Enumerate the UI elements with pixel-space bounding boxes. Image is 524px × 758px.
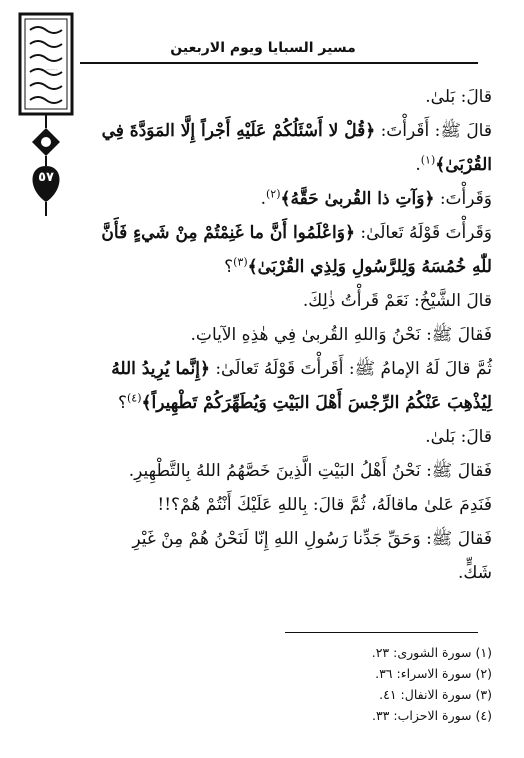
text-line: فَقالَ ﷺ: نَحْنُ أَهْلُ البَيْتِ الَّذِينَ خَصَّهُمُ اللهُ بِالتَّطْهِيرِ.	[128, 461, 492, 481]
ornament-icon	[16, 10, 76, 220]
text-span: قالَ ﷺ: أَقَرأْتَ:	[375, 121, 492, 141]
page-header-title: مسير السبايا ويوم الاربعين	[170, 40, 356, 56]
footnote-ref: (٤)	[127, 391, 142, 405]
ornament-calligraphy: في رحاب الحسين والعباس	[46, 70, 58, 71]
footnote-rule	[285, 632, 478, 633]
footnote: (١) سورة الشورى: ٢٣.	[371, 645, 492, 660]
quran-verse: ﴿قُلْ لا أَسْئَلُكُمْ عَلَيْهِ أَجْراً إِلَّا المَوَدَّةَ فِي القُرْبَىٰ﴾	[101, 121, 492, 175]
footnote: (٢) سورة الاسراء: ٣٦.	[375, 666, 492, 681]
text-span: .	[260, 189, 266, 209]
text-span: ثُمَّ قالَ لَهُ الإمامُ ﷺ: أَقَرأْتَ قَوْلَهُ تَعالَىٰ:	[209, 359, 492, 379]
text-line: فَقالَ ﷺ: وَحَقِّ جَدِّنا رَسُولِ اللهِ إِنّا لَنَحْنُ هُمْ مِنْ غَيْرِ شَكٍّ.	[132, 529, 492, 583]
page-number: ٥٧	[38, 170, 54, 185]
text-span: ؟	[224, 257, 234, 277]
footnote: (٤) سورة الاحزاب: ٣٣.	[371, 708, 492, 723]
quran-verse: ﴿وَآتِ ذا القُربىٰ حَقَّهُ﴾	[280, 189, 435, 209]
text-line: فَنَدِمَ عَلىٰ ماقالَهُ، ثُمَّ قالَ: بِاللهِ عَلَيْكَ أَنْتُمْ هُمْ؟!!	[157, 495, 492, 515]
footnote-ref: (٢)	[265, 187, 281, 201]
footnote-ref: (١)	[420, 153, 436, 167]
quran-verse: ﴿وَاعْلَمُوا أَنَّ ما غَنِمْتُمْ مِنْ شَيءٍ فَأَنَّ للّٰهِ خُمُسَهُ وَلِلرَّسُولِ وَلِذِي القُرْبَىٰ﴾	[101, 223, 492, 277]
footnotes	[200, 642, 492, 726]
text-line	[100, 182, 492, 216]
text-span: .	[415, 155, 421, 175]
text-line	[100, 352, 492, 420]
footnote: (٣) سورة الانفال: ٤١.	[379, 687, 492, 702]
text-line: فَقالَ ﷺ: نَحْنُ وَاللهِ القُربىٰ فِي هٰذِهِ الآياتِ.	[190, 325, 492, 345]
text-line: قالَ: بَلىٰ.	[425, 427, 492, 447]
text-line: قالَ الشَّيْخُ: نَعَمْ قَرأْتُ ذٰلِكَ.	[302, 291, 492, 311]
main-text	[100, 80, 492, 590]
header-rule	[80, 62, 478, 64]
text-span: وَقَرأْتَ:	[434, 189, 492, 209]
text-line: قالَ: بَلىٰ.	[425, 87, 492, 107]
text-line	[100, 114, 492, 182]
footnote-ref: (٣)	[233, 255, 248, 269]
text-line	[100, 216, 492, 284]
text-span: ؟	[117, 393, 127, 413]
quran-verse: ﴿إِنَّما يُرِيدُ اللهُ لِيُذْهِبَ عَنْكُمُ الرِّجْسَ أَهْلَ البَيْتِ وَيُطَهِّرَكُمْ تَطْهِيراً﴾	[111, 359, 492, 413]
text-span: وَقَرأْتَ قَوْلَهُ تَعالَىٰ:	[354, 223, 492, 243]
